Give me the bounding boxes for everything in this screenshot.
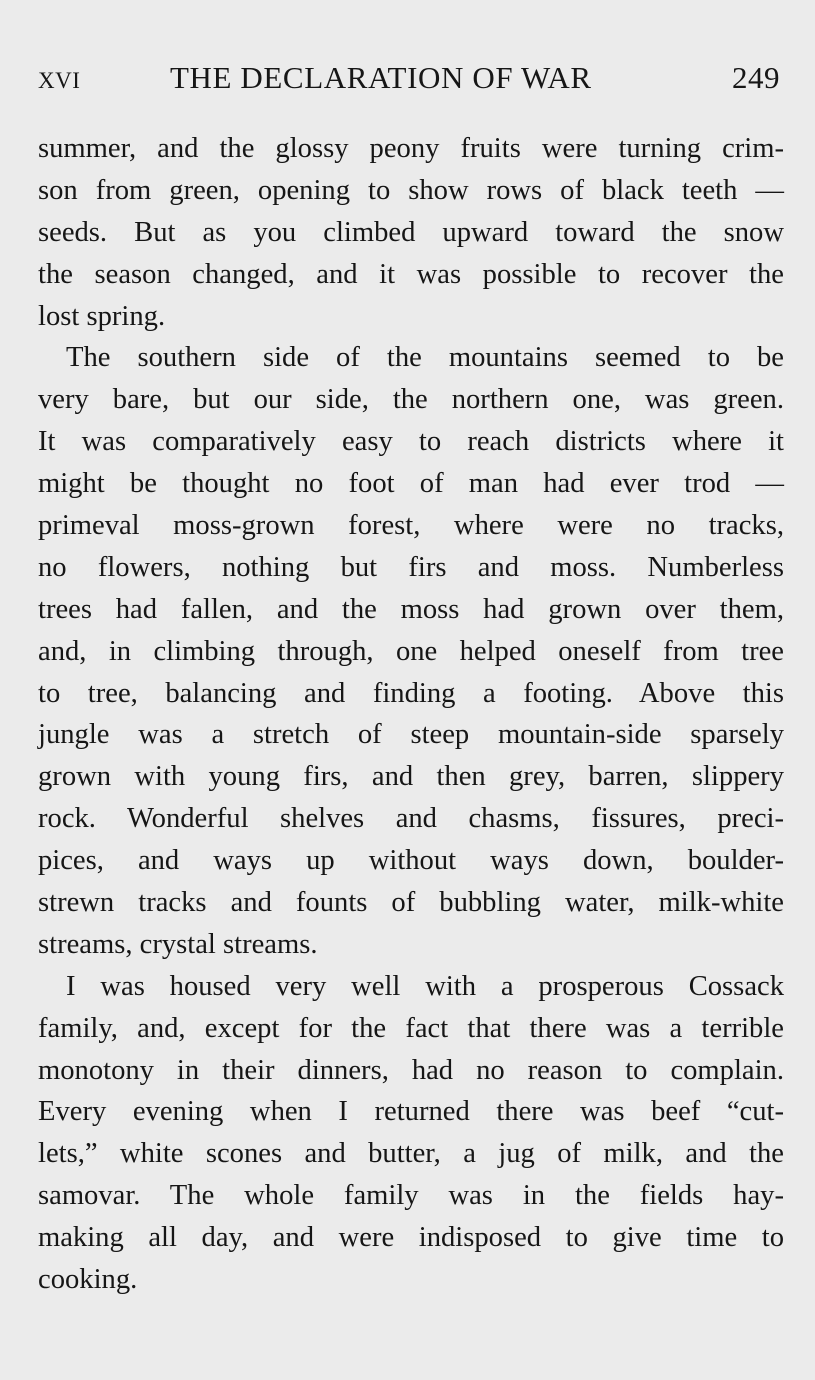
text-line: Every evening when I returned there was beef “cut- [38,1096,784,1128]
text-line: family, and, except for the fact that there was a terrible [38,1012,784,1044]
text-line: rock. Wonderful shelves and chasms, fissures, preci- [38,803,784,835]
text-line: making all day, and were indisposed to give time to [38,1222,784,1254]
text-line: might be thought no foot of man had ever trod — [38,468,784,500]
text-line: The southern side of the mountains seemed to be [66,342,784,374]
chapter-title: THE DECLARATION OF WAR [170,60,592,95]
text-line: grown with young firs, and then grey, barren, slippery [38,761,784,793]
text-line: strewn tracks and founts of bubbling water, milk-white [38,887,784,919]
text-line: It was comparatively easy to reach districts where it [38,426,784,458]
running-head [38,56,780,100]
text-line: monotony in their dinners, had no reason to complain. [38,1054,784,1086]
text-line: trees had fallen, and the moss had grown over them, [38,593,784,625]
text-line: to tree, balancing and finding a footing. Above this [38,677,784,709]
text-line: I was housed very well with a prosperous Cossack [66,970,784,1002]
text-line: lost spring. [38,300,166,332]
text-line: jungle was a stretch of steep mountain-side sparsely [38,719,784,751]
text-line: streams, crystal streams. [38,928,318,960]
page-number: 249 [732,60,780,95]
text-line: very bare, but our side, the northern one, was green. [38,384,784,416]
body-text [38,128,784,1301]
text-line: the season changed, and it was possible to recover the [38,258,784,290]
text-line: lets,” white scones and butter, a jug of milk, and the [38,1138,784,1170]
text-line: no flowers, nothing but firs and moss. Numberless [38,551,784,583]
section-numeral: xvi [38,60,81,96]
text-line: seeds. But as you climbed upward toward the snow [38,216,784,248]
text-line: summer, and the glossy peony fruits were turning crim- [38,133,784,164]
text-line: cooking. [38,1264,138,1296]
text-line: samovar. The whole family was in the fields hay- [38,1180,784,1212]
text-line: primeval moss-grown forest, where were no tracks, [38,510,784,542]
text-line: son from green, opening to show rows of black teeth — [38,174,784,206]
text-line: pices, and ways up without ways down, boulder- [38,845,784,877]
text-line: and, in climbing through, one helped oneself from tree [38,635,784,667]
